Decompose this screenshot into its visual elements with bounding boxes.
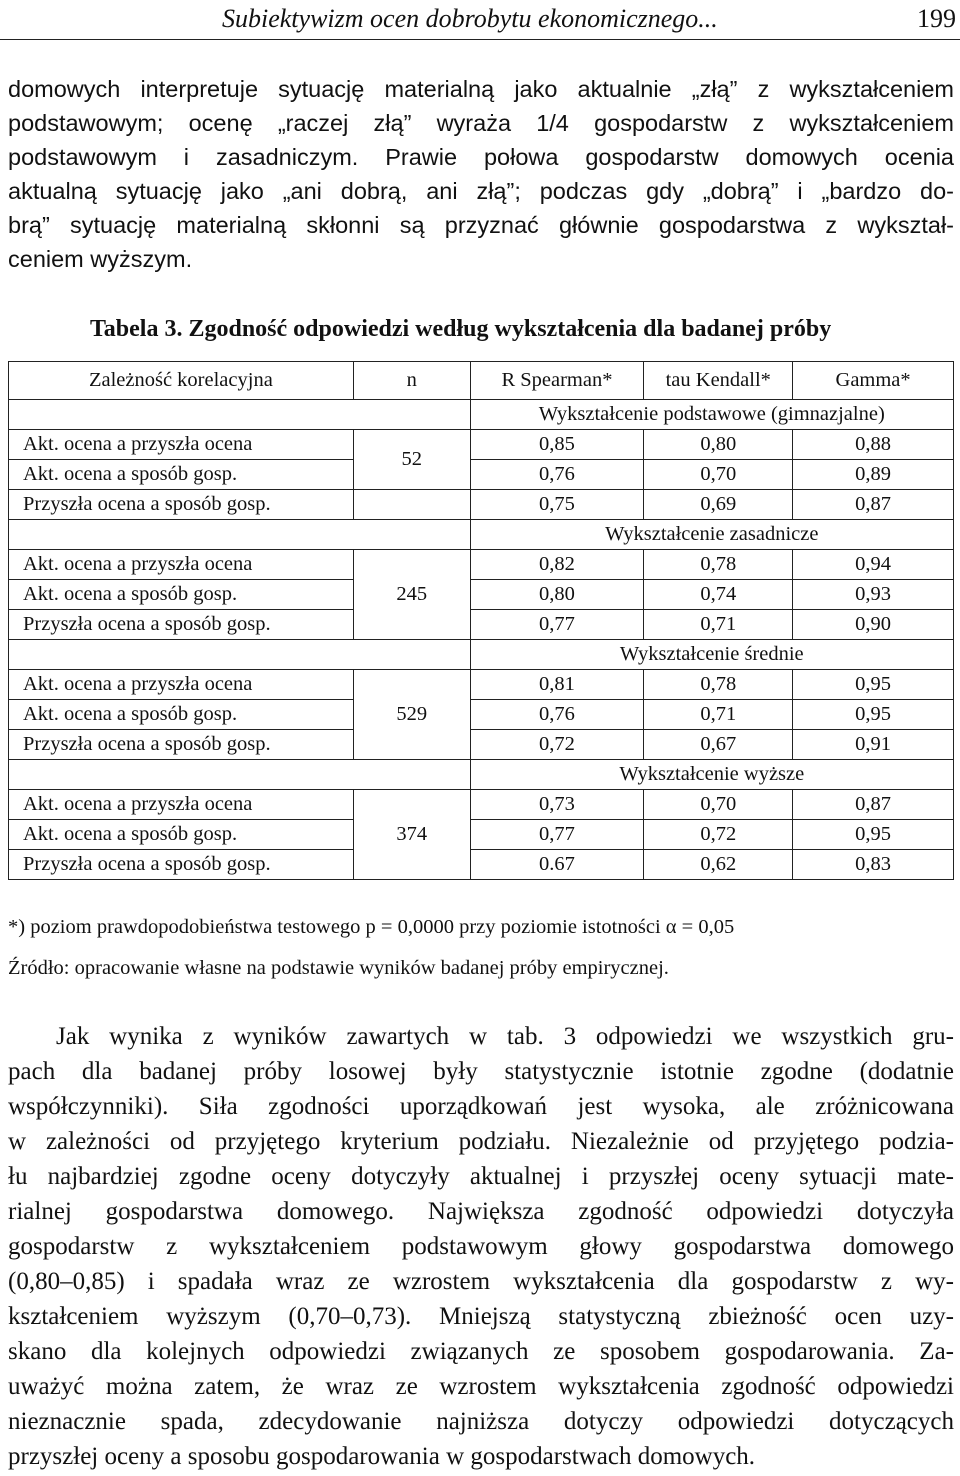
gamma-cell: 0,83 — [793, 850, 954, 880]
kendall-cell: 0,78 — [644, 670, 793, 700]
gamma-cell: 0,87 — [793, 790, 954, 820]
relation-cell: Akt. ocena a sposób gosp. — [9, 820, 354, 850]
gamma-cell: 0,91 — [793, 730, 954, 760]
paragraph-line: gospodarstw z wykształceniem podstawowym głowy gospodarstwa domowego — [8, 1233, 954, 1260]
running-title: Subiektywizm ocen dobrobytu ekonomicznego... — [222, 4, 718, 33]
relation-cell: Akt. ocena a sposób gosp. — [9, 580, 354, 610]
paragraph-line: domowych interpretuje sytuację materialną jako aktualnie „złą” z wykształceniem — [8, 76, 954, 102]
paragraph-line: Jak wynika z wyników zawartych w tab. 3 odpowiedzi we wszystkich gru- — [56, 1023, 954, 1050]
relation-cell: Przyszła ocena a sposób gosp. — [9, 490, 354, 520]
spearman-cell: 0,76 — [470, 700, 644, 730]
n-cell: 245 — [353, 550, 470, 640]
paragraph-line: aktualną sytuację jako „ani dobrą, ani złą”; podczas gdy „dobrą” i „bardzo do- — [8, 178, 954, 204]
table-row — [9, 610, 954, 640]
gamma-cell: 0,90 — [793, 610, 954, 640]
kendall-cell: 0,62 — [644, 850, 793, 880]
paragraph-line: w zależności od przyjętego kryterium podziału. Niezależnie od przyjętego podzia- — [8, 1128, 954, 1155]
table-row — [9, 820, 954, 850]
spearman-cell: 0,77 — [470, 820, 644, 850]
table-row — [9, 790, 954, 820]
kendall-cell: 0,71 — [644, 700, 793, 730]
table-row — [9, 670, 954, 700]
kendall-cell: 0,70 — [644, 790, 793, 820]
relation-cell: Akt. ocena a sposób gosp. — [9, 700, 354, 730]
group-title-row — [9, 640, 954, 670]
table-footnote: *) poziom prawdopodobieństwa testowego p = 0,0000 przy poziomie istotności α = 0,05 — [8, 916, 735, 938]
paragraph-line: brą” sytuację materialną skłonni są przyznać głównie gospodarstwa z wykształ- — [8, 212, 954, 238]
group-title: Wykształcenie podstawowe (gimnazjalne) — [470, 400, 953, 430]
relation-cell: Przyszła ocena a sposób gosp. — [9, 730, 354, 760]
relation-cell: Akt. ocena a sposób gosp. — [9, 460, 354, 490]
page-header — [0, 0, 960, 40]
spearman-cell: 0,85 — [470, 430, 644, 460]
paragraph-line: podstawowym i zasadniczym. Prawie połowa gospodarstw domowych ocenia — [8, 144, 954, 170]
gamma-cell: 0,95 — [793, 820, 954, 850]
group-title: Wykształcenie wyższe — [470, 760, 953, 790]
relation-cell: Akt. ocena a przyszła ocena — [9, 790, 354, 820]
paragraph-line: (0,80–0,85) i spadała wraz ze wzrostem wykształcenia dla gospodarstw z wy- — [8, 1268, 954, 1295]
paragraph-line: skano dla kolejnych odpowiedzi związanych ze sposobem gospodarowania. Za- — [8, 1338, 954, 1365]
table-row — [9, 550, 954, 580]
paragraph-line: kształceniem wyższym (0,70–0,73). Mniejszą statystyczną zbieżność ocen uzy- — [8, 1303, 954, 1330]
header-cell: Gamma* — [793, 362, 954, 400]
kendall-cell: 0,80 — [644, 430, 793, 460]
spearman-cell: 0,75 — [470, 490, 644, 520]
table-row — [9, 460, 954, 490]
relation-cell: Przyszła ocena a sposób gosp. — [9, 610, 354, 640]
paragraph-line: przyszłej oceny a sposobu gospodarowania w gospodarstwach domowych. — [8, 1443, 756, 1470]
spearman-cell: 0,76 — [470, 460, 644, 490]
header-cell: R Spearman* — [470, 362, 644, 400]
table-row — [9, 430, 954, 460]
spearman-cell: 0,77 — [470, 610, 644, 640]
paragraph-line: współczynniki). Siła zgodności uporządkowań jest wysoka, ale zróżnicowana — [8, 1093, 954, 1120]
spearman-cell: 0.67 — [470, 850, 644, 880]
paragraph-line: nieznacznie spada, zdecydowanie najniższa dotyczy odpowiedzi dotyczących — [8, 1408, 954, 1435]
n-cell: 52 — [353, 430, 470, 490]
table-source: Źródło: opracowanie własne na podstawie wyników badanej próby empirycznej. — [8, 957, 669, 979]
gamma-cell: 0,89 — [793, 460, 954, 490]
table-row — [9, 730, 954, 760]
gamma-cell: 0,88 — [793, 430, 954, 460]
relation-cell: Akt. ocena a przyszła ocena — [9, 550, 354, 580]
table-row — [9, 700, 954, 730]
table-row — [9, 580, 954, 610]
relation-cell: Akt. ocena a przyszła ocena — [9, 670, 354, 700]
gamma-cell: 0,95 — [793, 700, 954, 730]
spearman-cell: 0,80 — [470, 580, 644, 610]
group-title-row — [9, 760, 954, 790]
spearman-cell: 0,82 — [470, 550, 644, 580]
header-cell: n — [353, 362, 470, 400]
discussion-paragraph — [8, 1019, 954, 1474]
n-cell: 529 — [353, 670, 470, 760]
relation-cell: Przyszła ocena a sposób gosp. — [9, 850, 354, 880]
page-number: 199 — [917, 4, 956, 33]
kendall-cell: 0,72 — [644, 820, 793, 850]
intro-paragraph — [8, 72, 954, 276]
table-header-row — [9, 362, 954, 400]
table-caption: Tabela 3. Zgodność odpowiedzi według wykształcenia dla badanej próby — [90, 316, 832, 342]
paragraph-line: uważyć można zatem, że wraz ze wzrostem wykształcenia zgodność odpowiedzi — [8, 1373, 954, 1400]
table-row — [9, 490, 954, 520]
paragraph-line: rialnej gospodarstwa domowego. Największa zgodność odpowiedzi dotyczyła — [8, 1198, 954, 1225]
spearman-cell: 0,73 — [470, 790, 644, 820]
kendall-cell: 0,74 — [644, 580, 793, 610]
kendall-cell: 0,71 — [644, 610, 793, 640]
kendall-cell: 0,67 — [644, 730, 793, 760]
spearman-cell: 0,81 — [470, 670, 644, 700]
header-cell: Zależność korelacyjna — [9, 362, 354, 400]
gamma-cell: 0,93 — [793, 580, 954, 610]
table-row — [9, 850, 954, 880]
header-cell: tau Kendall* — [644, 362, 793, 400]
group-title-row — [9, 520, 954, 550]
relation-cell: Akt. ocena a przyszła ocena — [9, 430, 354, 460]
n-cell: 374 — [353, 790, 470, 880]
group-title: Wykształcenie średnie — [470, 640, 953, 670]
paragraph-line: podstawowym; ocenę „raczej złą” wyraża 1/4 gospodarstw z wykształceniem — [8, 110, 954, 136]
group-title: Wykształcenie zasadnicze — [470, 520, 953, 550]
gamma-cell: 0,95 — [793, 670, 954, 700]
correlation-table — [8, 361, 954, 880]
kendall-cell: 0,78 — [644, 550, 793, 580]
spearman-cell: 0,72 — [470, 730, 644, 760]
group-title-row — [9, 400, 954, 430]
kendall-cell: 0,69 — [644, 490, 793, 520]
paragraph-line: ceniem wyższym. — [8, 246, 193, 272]
paragraph-line: łu najbardziej zgodne oceny dotyczyły aktualnej i przyszłej oceny sytuacji mate- — [8, 1163, 954, 1190]
gamma-cell: 0,87 — [793, 490, 954, 520]
kendall-cell: 0,70 — [644, 460, 793, 490]
gamma-cell: 0,94 — [793, 550, 954, 580]
paragraph-line: pach dla badanej próby losowej były statystycznie istotnie zgodne (dodatnie — [8, 1058, 954, 1085]
